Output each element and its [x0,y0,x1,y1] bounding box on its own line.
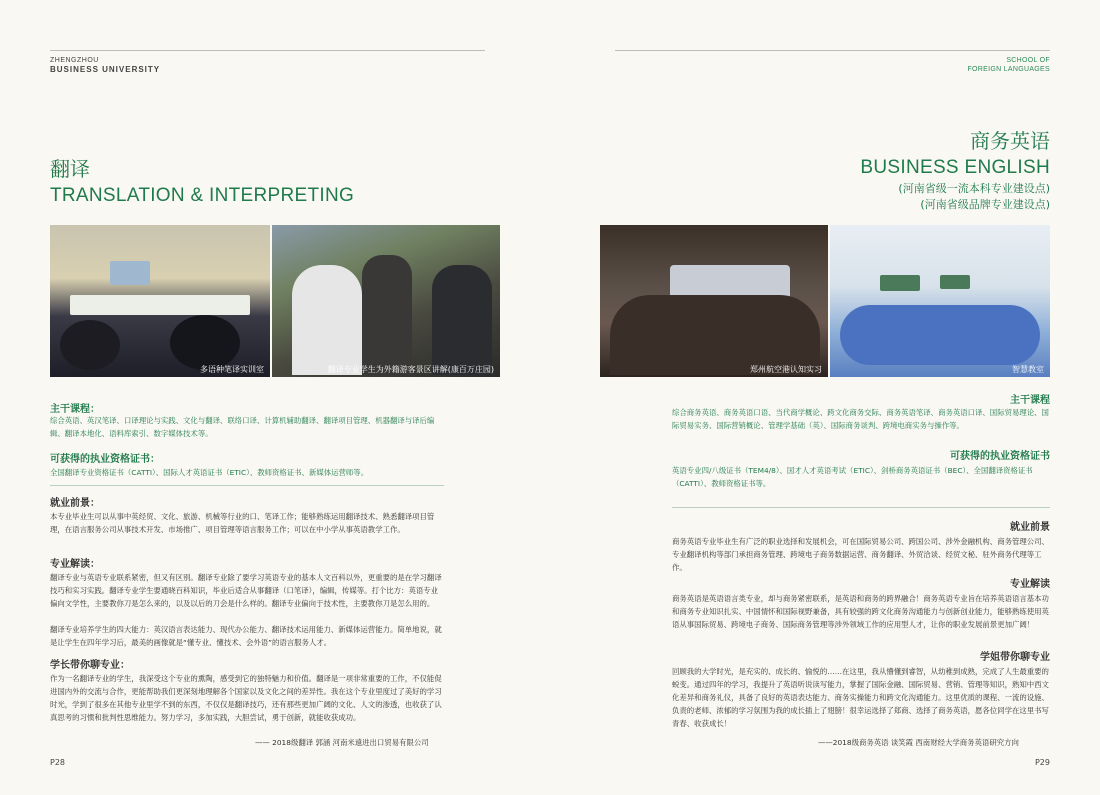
right-senior-text: 回顾我的大学时光，是充实的、成长的、愉悦的……在这里，我从懵懂到睿智，从幼稚到成熟，完成了人生最重要的蜕变。通过四年的学习，我提升了英语听说读写能力，掌握了国际金融、国际贸易、营销、管理等知识，熟知中西文化差异和商务礼仪，具备了良好的英语表达能力、商务实操能力和跨文化沟通能力。这里优质的课程、一流的设施、负责的老师、浓郁的学习氛围为我的成长插上了翅膀！很幸运选择了郑商、选择了商务英语，愿各位同学在这里书写青春、收获成长！ [672,667,1049,728]
left-title-en: TRANSLATION & INTERPRETING [50,185,355,206]
left-senior-signature: —— 2018级翻译 郭涵 河南米遠进出口贸易有限公司 [255,738,429,747]
right-subtitle-2: (河南省级品牌专业建设点) [920,198,1050,211]
right-core-courses-heading: 主干课程 [1010,395,1050,406]
left-senior-heading: 学长带你聊专业： [50,660,130,671]
header-rule-right [615,50,1050,51]
left-senior-text: 作为一名翻译专业的学生，我深受这个专业的熏陶，感受到它的独特魅力和价值。翻译是一项非常重要的工作，不仅能促进国内外的交流与合作，更能帮助我们更深刻地理解各个国家以及文化之间的差异性。我在这个专业里度过了美好的学习时光，学到了很多在其他专业里学不到的东西，不仅仅是翻译技巧，还有那些更加广阔的文化、人文的渗透，也收获了认真思考的习惯和批判性思维能力。努力学习，多加实践，大胆尝试，勇于创新，就能收获成功。 [50,674,442,722]
left-certs-text: 全国翻译专业资格证书（CATTI）、国际人才英语证书（ETIC）、教师资格证书、新媒体运营师等。 [50,468,369,477]
school-line-2: FOREIGN LANGUAGES [967,66,1050,73]
university-brand [50,56,160,74]
right-title-en: BUSINESS ENGLISH [860,157,1050,178]
left-interp-heading: 专业解读： [50,559,100,570]
right-career-heading: 就业前景 [1010,522,1050,533]
school-brand [967,56,1050,74]
right-certs-text: 英语专业四/八级证书（TEM4/8）、国才人才英语考试（ETIC）、剑桥商务英语证书（BEC）、全国翻译资格证书（CATTI）、教师资格证书等。 [672,466,1033,488]
right-core-courses-text: 综合商务英语、商务英语口语、当代商学概论、跨文化商务交际、商务英语笔译、商务英语口译、国际贸易理论、国际贸易实务、国际营销概论、管理学基础（英）、国际商务谈判、跨境电商实务与操作等。 [672,408,1049,430]
school-line-1: SCHOOL OF [1006,57,1050,64]
photo-caption-2: 翻译专业学生为外籍游客景区讲解(康百万庄园) [327,365,494,374]
photo-airport-internship [600,225,828,377]
left-interp-text-2: 翻译专业培养学生的四大能力：英汉语言表达能力、现代办公能力、翻译技术运用能力、新媒体运营能力。简单地说，就是让学生在四年学习后，最美的画像就是“懂专业、懂技术、会外语”的语言服务人才。 [50,625,442,647]
brand-line-2: BUSINESS UNIVERSITY [50,65,161,74]
right-page-number: P29 [1034,758,1050,767]
left-core-courses-text: 综合英语、英汉笔译、口译理论与实践、文化与翻译、联络口译、计算机辅助翻译、翻译项目管理、机器翻译与译后编辑、翻译本地化、语料库索引、数字媒体技术等。 [50,416,435,438]
left-interp-text-1: 翻译专业与英语专业联系紧密，但又有区别。翻译专业除了要学习英语专业的基本人文百科以外，更重要的是在学习翻译技巧和实习实践。翻译专业学生要通晓百科知识，毕业后适合从事翻译（口笔译），编辑，传媒等。打个比方：英语专业偏向文学性，主要教你刀是怎么来的，以及以后的刀会是什么样的。翻译专业偏向于技术性，主要教你刀是怎么用的。 [50,573,442,608]
right-interp-text: 商务英语是英语语言类专业，却与商务紧密联系，是英语和商务的跨界融合！商务英语专业旨在培养英语语言基本功和商务专业知识扎实、中国情怀和国际视野兼备，具有较强的跨文化商务沟通能力与创新创业能力，能够熟练使用英语从事国际贸易、跨境电子商务、国际商务管理等涉外领域工作的应用型人才，让你的职业发展前景更加广阔！ [672,594,1049,629]
photo-caption-1: 多语种笔译实训室 [200,365,264,374]
photo-tourist-guide [272,225,500,377]
right-career-text: 商务英语专业毕业生有广泛的职业选择和发展机会，可在国际贸易公司、跨国公司、涉外金融机构、商务管理公司、专业翻译机构等部门承担商务管理、跨境电子商务数据运营、商务翻译、外贸洽谈、经贸文秘、驻外商务代理等工作。 [672,537,1049,572]
right-senior-heading: 学姐带你聊专业 [980,652,1050,663]
brand-line-1: ZHENGZHOU [50,57,99,64]
left-career-heading: 就业前景： [50,498,100,509]
right-interp-heading: 专业解读 [1010,579,1050,590]
right-senior-signature: ——2018级商务英语 谈笑霞 西南财经大学商务英语研究方向 [818,738,1019,747]
photo-caption-3: 郑州航空港认知实习 [750,365,822,374]
photo-smart-classroom [830,225,1050,377]
right-title-cn: 商务英语 [970,129,1050,153]
right-certs-heading: 可获得的执业资格证书 [950,451,1050,462]
photo-caption-4: 智慧教室 [1012,365,1044,374]
left-page-number: P28 [50,758,66,767]
left-core-courses-heading: 主干课程： [50,404,100,415]
right-subtitle-1: (河南省级一流本科专业建设点) [898,182,1050,195]
left-career-text: 本专业毕业生可以从事中英经贸、文化、旅游、机械等行业的口、笔译工作；能够熟练运用翻译技术、熟悉翻译项目管理，在语言服务公司从事技术开发、市场推广、项目管理等语言服务工作；可以在中小学从事英语教学工作。 [50,512,435,534]
header-rule-left [50,50,485,51]
left-separator [50,485,444,486]
left-title-cn: 翻译 [50,157,90,181]
photo-translation-lab [50,225,270,377]
right-separator [672,507,1050,508]
left-certs-heading: 可获得的执业资格证书： [50,454,160,465]
